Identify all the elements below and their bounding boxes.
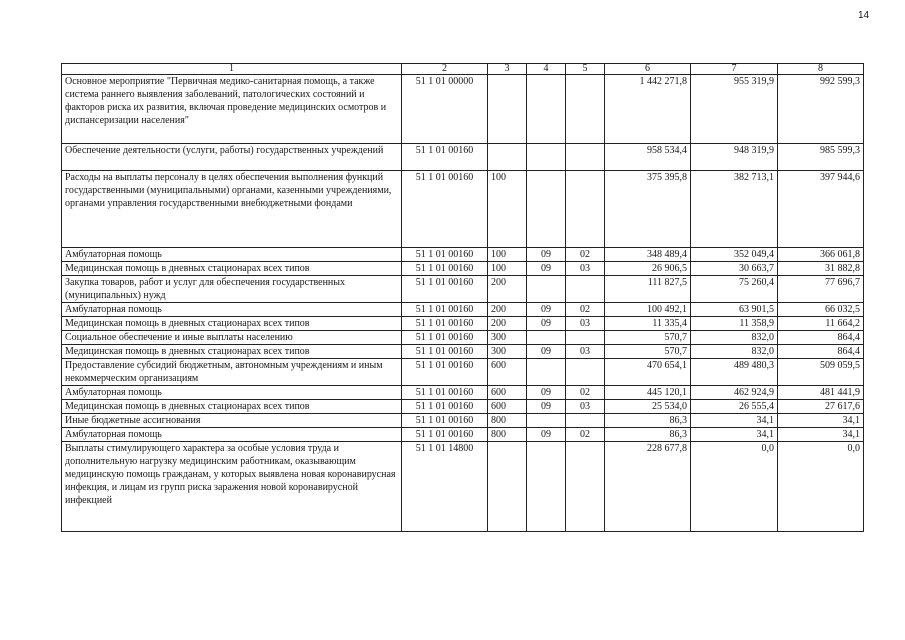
column-header: 2 xyxy=(402,64,488,75)
table-row xyxy=(62,414,864,428)
amount-col6: 11 335,4 xyxy=(605,317,691,331)
amount-col7: 11 358,9 xyxy=(691,317,778,331)
amount-col8: 66 032,5 xyxy=(778,303,864,317)
amount-col6: 958 534,4 xyxy=(605,144,691,171)
section-code: 09 xyxy=(527,345,566,359)
row-name: Иные бюджетные ассигнования xyxy=(62,414,402,428)
subsection-code: 02 xyxy=(566,248,605,262)
table-row xyxy=(62,317,864,331)
row-name: Закупка товаров, работ и услуг для обеспечения государственных (муниципальных) нужд xyxy=(62,276,402,303)
expense-type-code: 300 xyxy=(488,331,527,345)
table-row xyxy=(62,386,864,400)
subsection-code xyxy=(566,331,605,345)
expense-type-code: 800 xyxy=(488,428,527,442)
section-code xyxy=(527,331,566,345)
expense-type-code: 200 xyxy=(488,276,527,303)
subsection-code xyxy=(566,359,605,386)
section-code: 09 xyxy=(527,386,566,400)
amount-col8: 864,4 xyxy=(778,331,864,345)
amount-col8: 481 441,9 xyxy=(778,386,864,400)
row-name: Обеспечение деятельности (услуги, работы) государственных учреждений xyxy=(62,144,402,171)
section-code: 09 xyxy=(527,428,566,442)
subsection-code: 03 xyxy=(566,345,605,359)
amount-col7: 832,0 xyxy=(691,345,778,359)
section-code: 09 xyxy=(527,400,566,414)
budget-code: 51 1 01 00160 xyxy=(402,414,488,428)
amount-col6: 570,7 xyxy=(605,331,691,345)
amount-col6: 111 827,5 xyxy=(605,276,691,303)
table-row xyxy=(62,442,864,532)
amount-col8: 985 599,3 xyxy=(778,144,864,171)
amount-col8: 366 061,8 xyxy=(778,248,864,262)
expense-type-code: 100 xyxy=(488,248,527,262)
row-name: Амбулаторная помощь xyxy=(62,248,402,262)
expense-type-code: 100 xyxy=(488,171,527,248)
amount-col7: 352 049,4 xyxy=(691,248,778,262)
subsection-code xyxy=(566,442,605,532)
row-name: Медицинская помощь в дневных стационарах всех типов xyxy=(62,345,402,359)
amount-col8: 509 059,5 xyxy=(778,359,864,386)
amount-col7: 26 555,4 xyxy=(691,400,778,414)
amount-col7: 63 901,5 xyxy=(691,303,778,317)
table-row xyxy=(62,400,864,414)
expense-type-code xyxy=(488,75,527,144)
row-name: Амбулаторная помощь xyxy=(62,386,402,400)
table-row xyxy=(62,262,864,276)
amount-col8: 31 882,8 xyxy=(778,262,864,276)
amount-col6: 86,3 xyxy=(605,414,691,428)
expense-type-code: 600 xyxy=(488,400,527,414)
amount-col8: 34,1 xyxy=(778,428,864,442)
amount-col8: 34,1 xyxy=(778,414,864,428)
budget-code: 51 1 01 00160 xyxy=(402,248,488,262)
table-row xyxy=(62,171,864,248)
section-code xyxy=(527,359,566,386)
budget-code: 51 1 01 00160 xyxy=(402,400,488,414)
amount-col6: 445 120,1 xyxy=(605,386,691,400)
budget-code: 51 1 01 00160 xyxy=(402,359,488,386)
subsection-code xyxy=(566,75,605,144)
budget-code: 51 1 01 14800 xyxy=(402,442,488,532)
expense-type-code: 300 xyxy=(488,345,527,359)
subsection-code: 02 xyxy=(566,428,605,442)
amount-col7: 955 319,9 xyxy=(691,75,778,144)
table-row xyxy=(62,276,864,303)
amount-col6: 228 677,8 xyxy=(605,442,691,532)
amount-col7: 948 319,9 xyxy=(691,144,778,171)
section-code xyxy=(527,171,566,248)
amount-col6: 375 395,8 xyxy=(605,171,691,248)
section-code: 09 xyxy=(527,317,566,331)
section-code xyxy=(527,75,566,144)
row-name: Медицинская помощь в дневных стационарах всех типов xyxy=(62,400,402,414)
amount-col7: 30 663,7 xyxy=(691,262,778,276)
table-row xyxy=(62,345,864,359)
budget-table xyxy=(61,63,864,532)
amount-col6: 86,3 xyxy=(605,428,691,442)
table-row xyxy=(62,144,864,171)
table-row xyxy=(62,331,864,345)
column-header: 5 xyxy=(566,64,605,75)
section-code xyxy=(527,442,566,532)
row-name: Медицинская помощь в дневных стационарах всех типов xyxy=(62,262,402,276)
expense-type-code: 200 xyxy=(488,303,527,317)
subsection-code: 03 xyxy=(566,262,605,276)
budget-code: 51 1 01 00160 xyxy=(402,144,488,171)
budget-code: 51 1 01 00160 xyxy=(402,276,488,303)
budget-code: 51 1 01 00160 xyxy=(402,262,488,276)
amount-col7: 75 260,4 xyxy=(691,276,778,303)
column-header: 4 xyxy=(527,64,566,75)
section-code xyxy=(527,276,566,303)
amount-col6: 100 492,1 xyxy=(605,303,691,317)
column-header: 7 xyxy=(691,64,778,75)
table-row xyxy=(62,75,864,144)
amount-col7: 382 713,1 xyxy=(691,171,778,248)
amount-col6: 470 654,1 xyxy=(605,359,691,386)
expense-type-code xyxy=(488,144,527,171)
budget-code: 51 1 01 00160 xyxy=(402,317,488,331)
section-code xyxy=(527,414,566,428)
column-header: 1 xyxy=(62,64,402,75)
amount-col7: 489 480,3 xyxy=(691,359,778,386)
row-name: Социальное обеспечение и иные выплаты населению xyxy=(62,331,402,345)
section-code: 09 xyxy=(527,303,566,317)
table-row xyxy=(62,303,864,317)
subsection-code: 02 xyxy=(566,303,605,317)
table-row xyxy=(62,428,864,442)
amount-col7: 832,0 xyxy=(691,331,778,345)
subsection-code: 03 xyxy=(566,400,605,414)
budget-code: 51 1 01 00000 xyxy=(402,75,488,144)
table-row xyxy=(62,359,864,386)
column-header: 3 xyxy=(488,64,527,75)
amount-col8: 77 696,7 xyxy=(778,276,864,303)
expense-type-code: 600 xyxy=(488,386,527,400)
row-name: Медицинская помощь в дневных стационарах всех типов xyxy=(62,317,402,331)
expense-type-code: 100 xyxy=(488,262,527,276)
subsection-code xyxy=(566,276,605,303)
row-name: Выплаты стимулирующего характера за особые условия труда и дополнительную нагрузку медицинским работникам, оказывающим медицинскую помощь гражданам, у которых выявлена новая коронавирусная инфекция, и лицам из групп риска заражения новой коронавирусной инфекцией xyxy=(62,442,402,532)
section-code: 09 xyxy=(527,248,566,262)
section-code xyxy=(527,144,566,171)
column-header: 6 xyxy=(605,64,691,75)
subsection-code xyxy=(566,414,605,428)
row-name: Амбулаторная помощь xyxy=(62,428,402,442)
amount-col7: 0,0 xyxy=(691,442,778,532)
header-row xyxy=(62,64,864,75)
subsection-code xyxy=(566,144,605,171)
subsection-code: 03 xyxy=(566,317,605,331)
amount-col7: 34,1 xyxy=(691,428,778,442)
amount-col8: 992 599,3 xyxy=(778,75,864,144)
amount-col8: 0,0 xyxy=(778,442,864,532)
budget-code: 51 1 01 00160 xyxy=(402,303,488,317)
amount-col8: 397 944,6 xyxy=(778,171,864,248)
amount-col8: 864,4 xyxy=(778,345,864,359)
amount-col6: 26 906,5 xyxy=(605,262,691,276)
expense-type-code: 600 xyxy=(488,359,527,386)
subsection-code xyxy=(566,171,605,248)
expense-type-code: 800 xyxy=(488,414,527,428)
expense-type-code xyxy=(488,442,527,532)
page-number: 14 xyxy=(858,10,870,21)
amount-col8: 11 664,2 xyxy=(778,317,864,331)
table-row xyxy=(62,248,864,262)
amount-col8: 27 617,6 xyxy=(778,400,864,414)
column-header: 8 xyxy=(778,64,864,75)
budget-code: 51 1 01 00160 xyxy=(402,345,488,359)
budget-code: 51 1 01 00160 xyxy=(402,171,488,248)
subsection-code: 02 xyxy=(566,386,605,400)
row-name: Амбулаторная помощь xyxy=(62,303,402,317)
amount-col7: 462 924,9 xyxy=(691,386,778,400)
row-name: Расходы на выплаты персоналу в целях обеспечения выполнения функций государственными (муниципальными) органами, казенными учреждениями, органами управления государственными внебюджетными фондами xyxy=(62,171,402,248)
budget-code: 51 1 01 00160 xyxy=(402,428,488,442)
row-name: Основное мероприятие "Первичная медико-санитарная помощь, а также система раннего выявления заболеваний, патологических состояний и факторов риска их развития, включая проведение медицинских осмотров и диспансеризации населения" xyxy=(62,75,402,144)
expense-type-code: 200 xyxy=(488,317,527,331)
budget-code: 51 1 01 00160 xyxy=(402,386,488,400)
amount-col6: 348 489,4 xyxy=(605,248,691,262)
amount-col6: 25 534,0 xyxy=(605,400,691,414)
amount-col7: 34,1 xyxy=(691,414,778,428)
amount-col6: 570,7 xyxy=(605,345,691,359)
section-code: 09 xyxy=(527,262,566,276)
amount-col6: 1 442 271,8 xyxy=(605,75,691,144)
budget-code: 51 1 01 00160 xyxy=(402,331,488,345)
row-name: Предоставление субсидий бюджетным, автономным учреждениям и иным некоммерческим организациям xyxy=(62,359,402,386)
